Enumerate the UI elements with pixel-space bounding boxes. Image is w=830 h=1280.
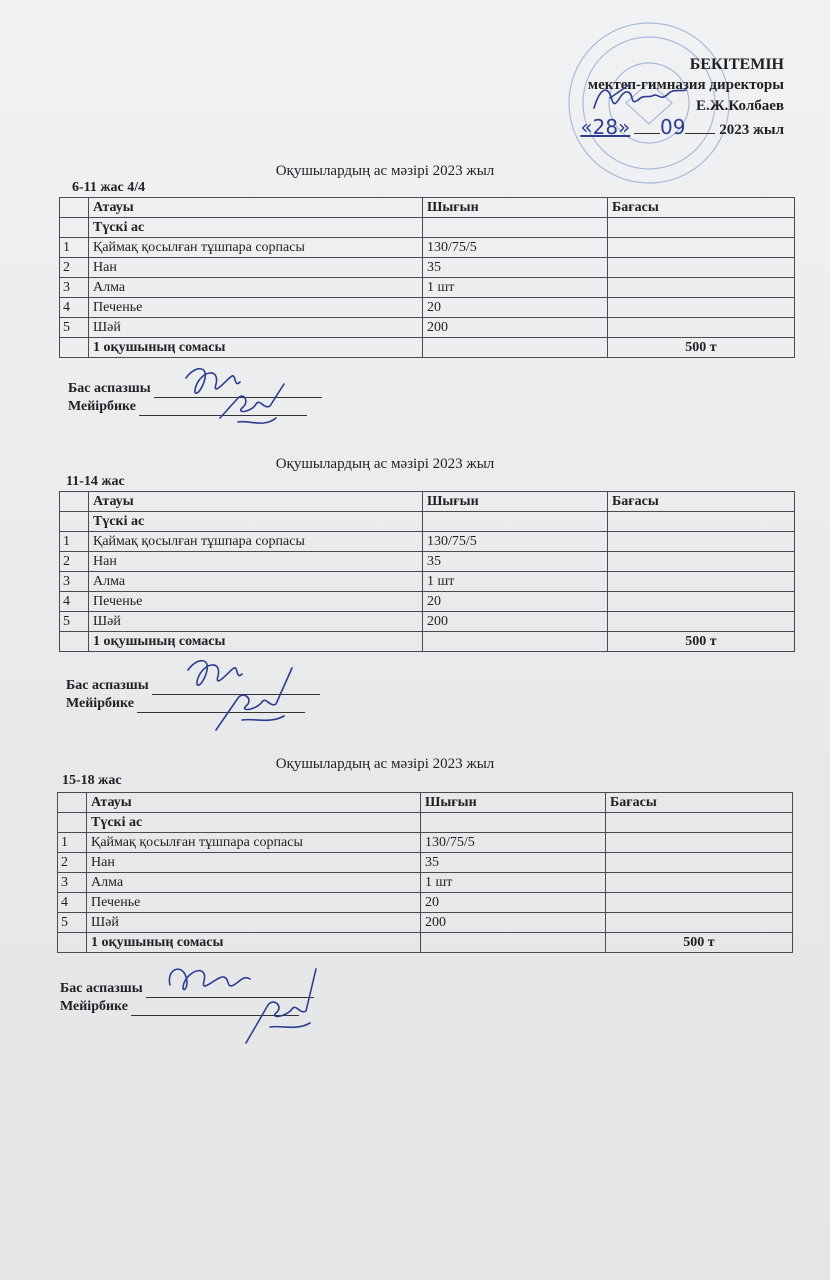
- row-number: 1: [58, 833, 87, 853]
- header-name: Атауы: [89, 198, 423, 218]
- section-1-age-group: 6-11 жас 4/4: [72, 180, 146, 195]
- approval-date-month: 09: [660, 115, 686, 139]
- total-value: 500 т: [608, 632, 795, 652]
- row-qty: 35: [421, 853, 606, 873]
- handwritten-signatures: [160, 955, 330, 1055]
- total-value: 500 т: [606, 933, 793, 953]
- handwritten-signatures: [182, 650, 312, 740]
- table-row: [60, 238, 795, 258]
- director-signature: [590, 78, 690, 118]
- section-2-age-group: 11-14 жас: [66, 474, 125, 489]
- header-price: Бағасы: [608, 492, 795, 512]
- table-row: [58, 833, 793, 853]
- meal-row: [60, 218, 795, 238]
- meal-row: [58, 813, 793, 833]
- row-name: Қаймақ қосылған тұшпара сорпасы: [89, 238, 423, 258]
- total-row: [60, 632, 795, 652]
- row-qty: 200: [421, 913, 606, 933]
- nurse-label: Мейірбике: [68, 399, 136, 414]
- row-number: 1: [60, 238, 89, 258]
- row-number: 5: [60, 612, 89, 632]
- meal-label: Түскі ас: [89, 512, 423, 532]
- table-row: [58, 873, 793, 893]
- row-number: 2: [60, 552, 89, 572]
- approval-position: мектеп-гимназия директоры: [587, 77, 784, 93]
- row-name: Нан: [87, 853, 421, 873]
- total-label: 1 оқушының сомасы: [87, 933, 421, 953]
- header-qty: Шығын: [423, 198, 608, 218]
- row-name: Шәй: [89, 612, 423, 632]
- header-qty: Шығын: [421, 793, 606, 813]
- section-2-title: Оқушылардың ас мәзірі 2023 жыл: [275, 456, 495, 472]
- approval-date: [580, 117, 784, 141]
- row-name: Қаймақ қосылған тұшпара сорпасы: [87, 833, 421, 853]
- row-qty: 200: [423, 318, 608, 338]
- row-name: Печенье: [89, 592, 423, 612]
- nurse-label: Мейірбике: [60, 999, 128, 1014]
- table-row: [60, 532, 795, 552]
- menu-table-1: [59, 197, 795, 358]
- row-number: 4: [60, 592, 89, 612]
- handwritten-signatures: [180, 358, 300, 438]
- total-value: 500 т: [608, 338, 795, 358]
- menu-table-2: [59, 491, 795, 652]
- row-name: Алма: [87, 873, 421, 893]
- approval-title: БЕКІТЕМІН: [689, 56, 784, 73]
- row-name: Шәй: [87, 913, 421, 933]
- table-header-row: [60, 492, 795, 512]
- row-number: 1: [60, 532, 89, 552]
- table-row: [60, 592, 795, 612]
- header-name: Атауы: [87, 793, 421, 813]
- row-qty: 200: [423, 612, 608, 632]
- header-price: Бағасы: [608, 198, 795, 218]
- nurse-label: Мейірбике: [66, 696, 134, 711]
- approval-director-name: Е.Ж.Колбаев: [696, 98, 784, 114]
- row-name: Печенье: [87, 893, 421, 913]
- row-qty: 1 шт: [423, 572, 608, 592]
- chef-label: Бас аспазшы: [60, 981, 143, 996]
- row-number: 5: [58, 913, 87, 933]
- table-row: [60, 612, 795, 632]
- row-number: 2: [60, 258, 89, 278]
- table-header-row: [58, 793, 793, 813]
- table-row: [58, 913, 793, 933]
- row-name: Алма: [89, 278, 423, 298]
- table-row: [60, 298, 795, 318]
- table-header-row: [60, 198, 795, 218]
- total-label: 1 оқушының сомасы: [89, 338, 423, 358]
- row-qty: 130/75/5: [423, 532, 608, 552]
- row-qty: 1 шт: [421, 873, 606, 893]
- row-name: Печенье: [89, 298, 423, 318]
- row-number: 2: [58, 853, 87, 873]
- header-price: Бағасы: [606, 793, 793, 813]
- row-number: 4: [60, 298, 89, 318]
- row-qty: 20: [421, 893, 606, 913]
- header-qty: Шығын: [423, 492, 608, 512]
- table-row: [58, 853, 793, 873]
- total-row: [58, 933, 793, 953]
- approval-date-day: «28»: [580, 115, 631, 139]
- total-label: 1 оқушының сомасы: [89, 632, 423, 652]
- menu-table-3: [57, 792, 793, 953]
- row-number: 4: [58, 893, 87, 913]
- row-name: Шәй: [89, 318, 423, 338]
- table-row: [60, 318, 795, 338]
- row-qty: 20: [423, 298, 608, 318]
- section-3-age-group: 15-18 жас: [62, 773, 122, 788]
- row-qty: 130/75/5: [421, 833, 606, 853]
- row-number: 3: [60, 278, 89, 298]
- row-number: 5: [60, 318, 89, 338]
- section-3-title: Оқушылардың ас мәзірі 2023 жыл: [275, 756, 495, 772]
- row-name: Нан: [89, 552, 423, 572]
- row-name: Алма: [89, 572, 423, 592]
- row-qty: 1 шт: [423, 278, 608, 298]
- chef-label: Бас аспазшы: [68, 381, 151, 396]
- row-qty: 130/75/5: [423, 238, 608, 258]
- row-number: 3: [58, 873, 87, 893]
- row-name: Қаймақ қосылған тұшпара сорпасы: [89, 532, 423, 552]
- total-row: [60, 338, 795, 358]
- meal-label: Түскі ас: [87, 813, 421, 833]
- header-name: Атауы: [89, 492, 423, 512]
- row-name: Нан: [89, 258, 423, 278]
- chef-label: Бас аспазшы: [66, 678, 149, 693]
- meal-row: [60, 512, 795, 532]
- table-row: [58, 893, 793, 913]
- row-qty: 20: [423, 592, 608, 612]
- table-row: [60, 278, 795, 298]
- meal-label: Түскі ас: [89, 218, 423, 238]
- table-row: [60, 552, 795, 572]
- section-1-title: Оқушылардың ас мәзірі 2023 жыл: [275, 163, 495, 179]
- row-number: 3: [60, 572, 89, 592]
- table-row: [60, 258, 795, 278]
- table-row: [60, 572, 795, 592]
- approval-date-year: 2023 жыл: [719, 122, 784, 138]
- row-qty: 35: [423, 552, 608, 572]
- row-qty: 35: [423, 258, 608, 278]
